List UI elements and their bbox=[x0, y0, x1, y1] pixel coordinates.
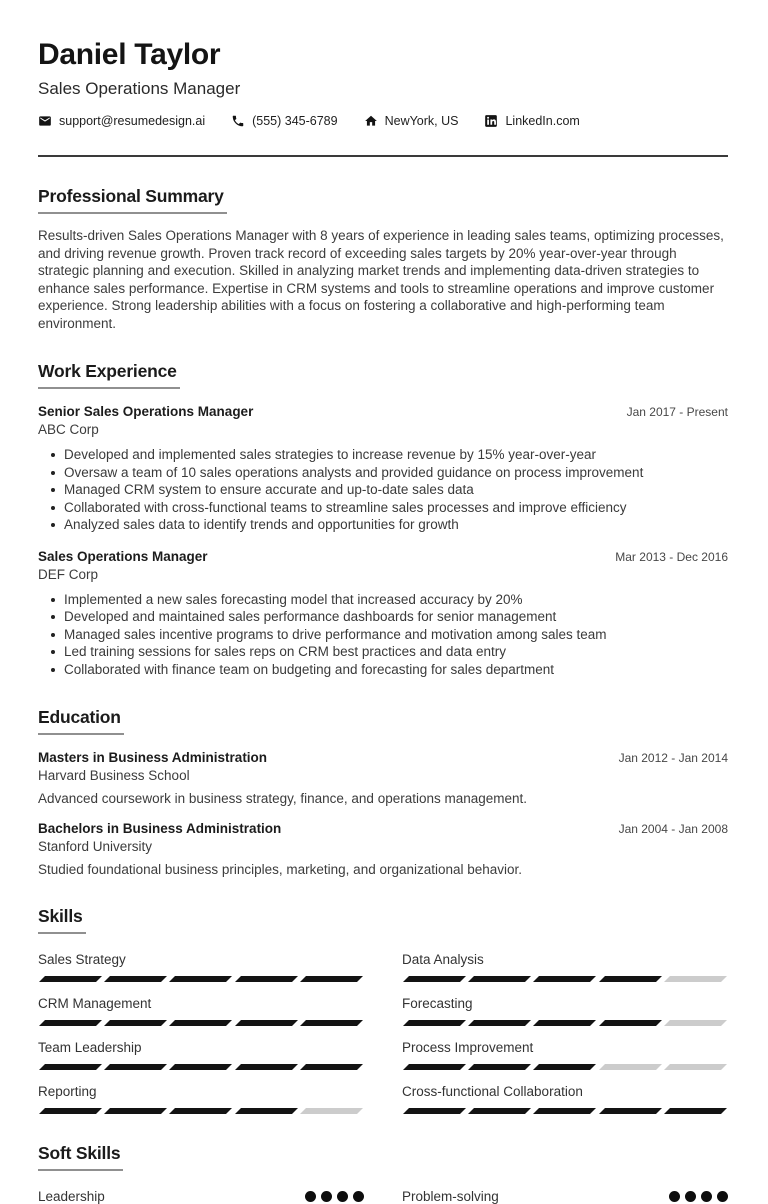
skill-bar-segment bbox=[300, 1108, 363, 1114]
skill-bar-segment bbox=[169, 1108, 232, 1114]
skill-item bbox=[38, 1084, 364, 1114]
soft-skill-dot bbox=[701, 1191, 712, 1202]
section-education bbox=[38, 707, 728, 877]
skill-bar-segment bbox=[664, 1108, 727, 1114]
soft-skill-name: Leadership bbox=[38, 1189, 105, 1204]
job-bullet: Collaborated with finance team on budgeting and forecasting for sales department bbox=[64, 661, 728, 679]
soft-skill-dot bbox=[337, 1191, 348, 1202]
skill-bar-segment bbox=[235, 976, 298, 982]
skill-level-bar bbox=[402, 976, 728, 982]
skills-grid bbox=[38, 938, 728, 1114]
soft-skill-dots bbox=[305, 1191, 364, 1202]
phone-icon bbox=[231, 114, 245, 128]
job-title: Senior Sales Operations Manager bbox=[38, 404, 254, 419]
section-title-experience: Work Experience bbox=[38, 361, 180, 389]
degree-title: Bachelors in Business Administration bbox=[38, 821, 282, 836]
skill-bar-segment bbox=[599, 1020, 662, 1026]
job-dates: Mar 2013 - Dec 2016 bbox=[615, 549, 728, 564]
contact-location-text: NewYork, US bbox=[384, 114, 459, 128]
section-work-experience bbox=[38, 361, 728, 678]
skill-bar-segment bbox=[664, 1020, 727, 1026]
skill-name: Sales Strategy bbox=[38, 952, 126, 967]
person-job-title: Sales Operations Manager bbox=[38, 79, 241, 98]
contact-row bbox=[38, 114, 728, 128]
resume-header bbox=[38, 38, 728, 157]
job-entry bbox=[38, 404, 728, 534]
job-bullet-list bbox=[38, 591, 728, 679]
skill-bar-segment bbox=[468, 1020, 531, 1026]
skill-bar-segment bbox=[468, 976, 531, 982]
skill-level-bar bbox=[38, 976, 364, 982]
contact-linkedin[interactable] bbox=[484, 114, 579, 128]
skill-bar-segment bbox=[169, 1064, 232, 1070]
skill-bar-segment bbox=[533, 1020, 596, 1026]
section-title-soft-skills: Soft Skills bbox=[38, 1143, 123, 1171]
job-company: ABC Corp bbox=[38, 422, 99, 437]
skill-bar-segment bbox=[599, 976, 662, 982]
skill-level-bar bbox=[38, 1020, 364, 1026]
school-name: Stanford University bbox=[38, 839, 153, 854]
skill-bar-segment bbox=[599, 1064, 662, 1070]
skill-item bbox=[38, 1040, 364, 1070]
skill-name: Process Improvement bbox=[402, 1040, 534, 1055]
skill-bar-segment bbox=[403, 976, 466, 982]
soft-skill-dot bbox=[321, 1191, 332, 1202]
skill-bar-segment bbox=[300, 1020, 363, 1026]
skill-item bbox=[38, 952, 364, 982]
skill-level-bar bbox=[38, 1064, 364, 1070]
job-bullet: Oversaw a team of 10 sales operations analysts and provided guidance on process improvement bbox=[64, 464, 728, 482]
skill-bar-segment bbox=[403, 1020, 466, 1026]
skill-bar-segment bbox=[300, 976, 363, 982]
skill-level-bar bbox=[402, 1108, 728, 1114]
person-name: Daniel Taylor bbox=[38, 38, 221, 71]
skill-bar-segment bbox=[468, 1108, 531, 1114]
job-bullet: Managed CRM system to ensure accurate and up-to-date sales data bbox=[64, 481, 728, 499]
skill-bar-segment bbox=[39, 1108, 102, 1114]
degree-title: Masters in Business Administration bbox=[38, 750, 268, 765]
skill-bar-segment bbox=[300, 1064, 363, 1070]
skill-name: Cross-functional Collaboration bbox=[402, 1084, 583, 1099]
skill-bar-segment bbox=[104, 1108, 167, 1114]
email-icon bbox=[38, 114, 52, 128]
skill-item bbox=[402, 952, 728, 982]
skill-bar-segment bbox=[104, 1020, 167, 1026]
job-bullet: Implemented a new sales forecasting model that increased accuracy by 20% bbox=[64, 591, 728, 609]
skill-name: Reporting bbox=[38, 1084, 97, 1099]
skill-bar-segment bbox=[104, 1064, 167, 1070]
skill-bar-segment bbox=[533, 1064, 596, 1070]
header-divider bbox=[38, 155, 728, 157]
contact-email-text: support@resumedesign.ai bbox=[59, 114, 206, 128]
contact-location bbox=[364, 114, 459, 128]
skill-bar-segment bbox=[235, 1064, 298, 1070]
soft-skill-dots bbox=[669, 1191, 728, 1202]
skill-bar-segment bbox=[664, 1064, 727, 1070]
education-dates: Jan 2012 - Jan 2014 bbox=[618, 751, 728, 765]
skill-bar-segment bbox=[403, 1064, 466, 1070]
section-title-skills: Skills bbox=[38, 906, 86, 934]
skill-bar-segment bbox=[533, 1108, 596, 1114]
skill-bar-segment bbox=[403, 1108, 466, 1114]
soft-skill-dot bbox=[353, 1191, 364, 1202]
job-bullet: Led training sessions for sales reps on CRM best practices and data entry bbox=[64, 643, 728, 661]
skill-bar-segment bbox=[104, 976, 167, 982]
soft-skill-dot bbox=[685, 1191, 696, 1202]
section-title-summary: Professional Summary bbox=[38, 186, 227, 214]
skill-bar-segment bbox=[235, 1108, 298, 1114]
education-description: Advanced coursework in business strategy, finance, and operations management. bbox=[38, 791, 528, 806]
education-entry bbox=[38, 821, 728, 877]
skill-bar-segment bbox=[39, 976, 102, 982]
skill-name: CRM Management bbox=[38, 996, 152, 1011]
skill-level-bar bbox=[402, 1064, 728, 1070]
job-company: DEF Corp bbox=[38, 566, 99, 582]
home-icon bbox=[364, 114, 378, 128]
job-title: Sales Operations Manager bbox=[38, 548, 208, 564]
job-bullet-list bbox=[38, 446, 728, 534]
section-professional-summary bbox=[38, 186, 728, 332]
skill-bar-segment bbox=[39, 1064, 102, 1070]
job-bullet: Analyzed sales data to identify trends and opportunities for growth bbox=[64, 516, 728, 534]
soft-skill-dot bbox=[669, 1191, 680, 1202]
education-description: Studied foundational business principles, marketing, and organizational behavior. bbox=[38, 862, 523, 877]
job-dates: Jan 2017 - Present bbox=[626, 405, 728, 419]
soft-skill-dot bbox=[717, 1191, 728, 1202]
section-title-education: Education bbox=[38, 707, 124, 735]
skill-item bbox=[402, 1040, 728, 1070]
soft-skills-grid bbox=[38, 1177, 728, 1204]
soft-skill-dot bbox=[305, 1191, 316, 1202]
skill-level-bar bbox=[38, 1108, 364, 1114]
skill-bar-segment bbox=[169, 1020, 232, 1026]
skill-item bbox=[402, 996, 728, 1026]
job-bullet: Collaborated with cross-functional teams to streamline sales processes and improve efficiency bbox=[64, 499, 728, 517]
skill-bar-segment bbox=[599, 1108, 662, 1114]
contact-phone-text: (555) 345-6789 bbox=[252, 114, 338, 128]
skill-level-bar bbox=[402, 1020, 728, 1026]
contact-linkedin-text: LinkedIn.com bbox=[505, 114, 580, 128]
summary-text: Results-driven Sales Operations Manager with 8 years of experience in leading sales teams, optimizing processes, and driving revenue growth. Proven track record of exceeding sales targets by 20% year-over-year through strategic planning and execution. Skilled in analyzing market trends and implementing data-driven strategies to enhance sales performance. Expertise in CRM systems and tools to streamline operations and improve customer experience. Strong leadership abilities with a focus on fostering a collaborative and high-performing team environment. bbox=[38, 228, 724, 331]
skill-bar-segment bbox=[39, 1020, 102, 1026]
job-bullet: Developed and implemented sales strategies to increase revenue by 15% year-over-year bbox=[64, 446, 728, 464]
job-bullet: Managed sales incentive programs to drive performance and motivation among sales team bbox=[64, 626, 728, 644]
skill-bar-segment bbox=[533, 976, 596, 982]
job-entry bbox=[38, 549, 728, 679]
skill-name: Team Leadership bbox=[38, 1040, 142, 1055]
skill-item bbox=[38, 996, 364, 1026]
skill-bar-segment bbox=[169, 976, 232, 982]
section-skills bbox=[38, 906, 728, 1114]
education-dates: Jan 2004 - Jan 2008 bbox=[618, 822, 728, 836]
skill-name: Data Analysis bbox=[402, 952, 484, 967]
linkedin-icon bbox=[484, 114, 498, 128]
school-name: Harvard Business School bbox=[38, 768, 190, 783]
skill-name: Forecasting bbox=[402, 996, 473, 1011]
education-entry bbox=[38, 750, 728, 806]
contact-email[interactable] bbox=[38, 114, 205, 128]
soft-skill-item bbox=[402, 1189, 728, 1204]
skill-bar-segment bbox=[235, 1020, 298, 1026]
contact-phone[interactable] bbox=[231, 114, 337, 128]
soft-skill-item bbox=[38, 1189, 364, 1204]
skill-item bbox=[402, 1084, 728, 1114]
section-soft-skills bbox=[38, 1143, 728, 1204]
skill-bar-segment bbox=[664, 976, 727, 982]
job-bullet: Developed and maintained sales performance dashboards for senior management bbox=[64, 608, 728, 626]
soft-skill-name: Problem-solving bbox=[402, 1189, 499, 1204]
skill-bar-segment bbox=[468, 1064, 531, 1070]
